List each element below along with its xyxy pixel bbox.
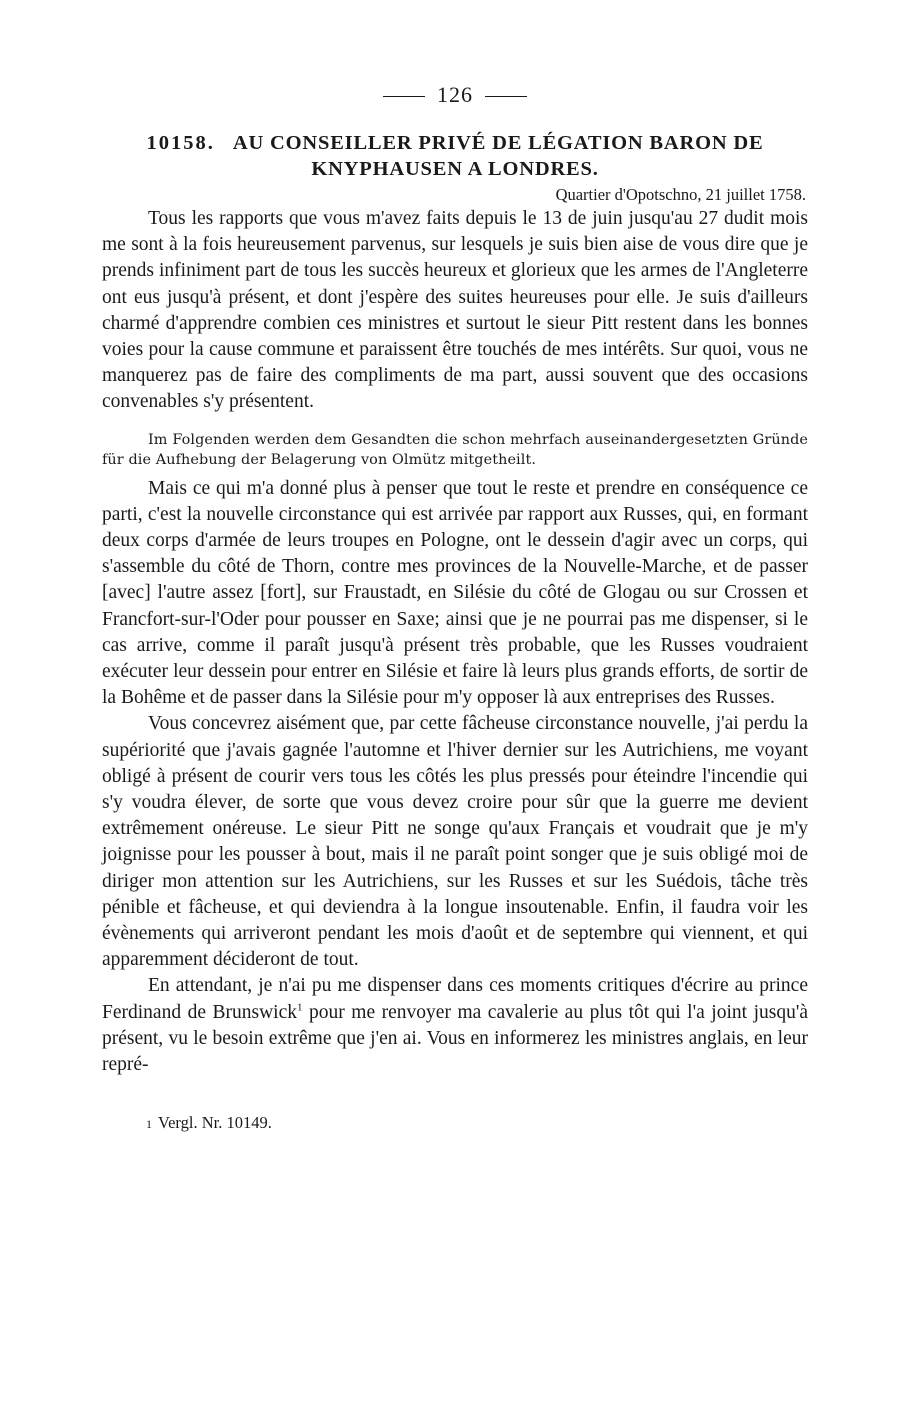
footnote-number: 1 [146,1117,152,1132]
footnote-text: Vergl. Nr. 10149. [158,1113,272,1133]
header-rule-right [485,96,527,97]
heading-line-2: KNYPHAUSEN A LONDRES. [311,158,599,180]
paragraph-4 [102,973,808,1078]
document-page [102,82,808,1135]
heading-line-1: AU CONSEILLER PRIVÉ DE LÉGATION BARON DE [232,132,764,154]
page-number: 126 [437,82,473,107]
footnote-reference: 1 [297,1001,303,1014]
header-rule-left [383,96,425,97]
paragraph-4-text-a: En attendant, je n'ai pu me dispenser dans ces moments critiques d'écrire au prince Ferdinand de Brunswick [102,975,808,1023]
page-header [102,82,808,110]
letter-heading [102,130,808,182]
paragraph-3: Vous concevrez aisément que, par cette fâcheuse circonstance nouvelle, j'ai perdu la supériorité que j'avais gagnée l'automne et l'hiver dernier sur les Autrichiens, me voyant obligé à présent de courir vers tous les côtés les plus pressés pour éteindre l'incendie qui s'y voudra élever, de sorte que vous devez croire pour sûr que la guerre me devient extrêmement onéreuse. Le sieur Pitt ne songe qu'aux Français et voudrait que je m'y joignisse pour les pousser à bout, mais il ne paraît point songer que je suis obligé moi de diriger mon attention sur les Autrichiens, sur les Russes et sur les Suédois, tâche très pénible et fâcheuse, et qui deviendra à la longue insoutenable. Enfin, il faudra voir les évènements qui arriveront pendant les mois d'août et de septembre qui viennent, et qui apparemment décideront de tout. [102,713,808,971]
paragraph-2: Mais ce qui m'a donné plus à penser que tout le reste et prendre en conséquence ce parti, c'est la nouvelle circonstance qui est arrivée par rapport aux Russes, qui, en formant deux corps d'armée de leurs troupes en Pologne, ont le dessein d'agir avec un corps, qui s'assemble du côté de Thorn, contre mes provinces de la Nouvelle-Marche, et de passer [avec] l'autre assez [fort], sur Fraustadt, en Silésie du côté de Glogau ou sur Crossen et Francfort-sur-l'Oder pour pousser en Saxe; ainsi que je ne pourrai pas me dispenser, si le cas arrive, comme il paraît jusqu'à présent très probable, que les Russes voudraient exécuter leur dessein pour entrer en Silésie et faire là leurs plus grands efforts, de sortir de la Bohême et de passer dans la Silésie pour m'y opposer là aux entreprises des Russes. [102,477,808,709]
editorial-note: Im Folgenden werden dem Gesandten die schon mehrfach auseinandergesetzten Gründe für die Aufhebung der Belagerung von Olmütz mitgetheilt. [102,431,808,468]
document-number: 10158. [146,132,215,154]
footnote [102,1112,808,1135]
paragraph-4-text-b: pour me renvoyer ma cavalerie au plus tôt qui l'a joint jusqu'à présent, vu le besoin extrême que j'en ai. Vous en informerez les ministres anglais, en leur repré- [102,1001,808,1076]
letter-body [102,206,808,1078]
paragraph-1: Tous les rapports que vous m'avez faits depuis le 13 de juin jusqu'au 27 dudit mois me sont à la fois heureusement parvenus, sur lesquels je suis bien aise de vous dire que je prends infiniment part de tous les succès heureux et glorieux que les armes de l'Angleterre ont eus jusqu'à présent, et dont j'espère des suites heureuses pour elle. Je suis d'ailleurs charmé d'apprendre combien ces ministres et surtout le sieur Pitt restent dans les bonnes voies pour la cause commune et paraissent être touchés de mes intérêts. Sur quoi, vous ne manquerez pas de faire des compliments de ma part, aussi souvent que des occasions convenables s'y présentent. [102,208,808,413]
dateline: Quartier d'Opotschno, 21 juillet 1758. [555,185,806,204]
